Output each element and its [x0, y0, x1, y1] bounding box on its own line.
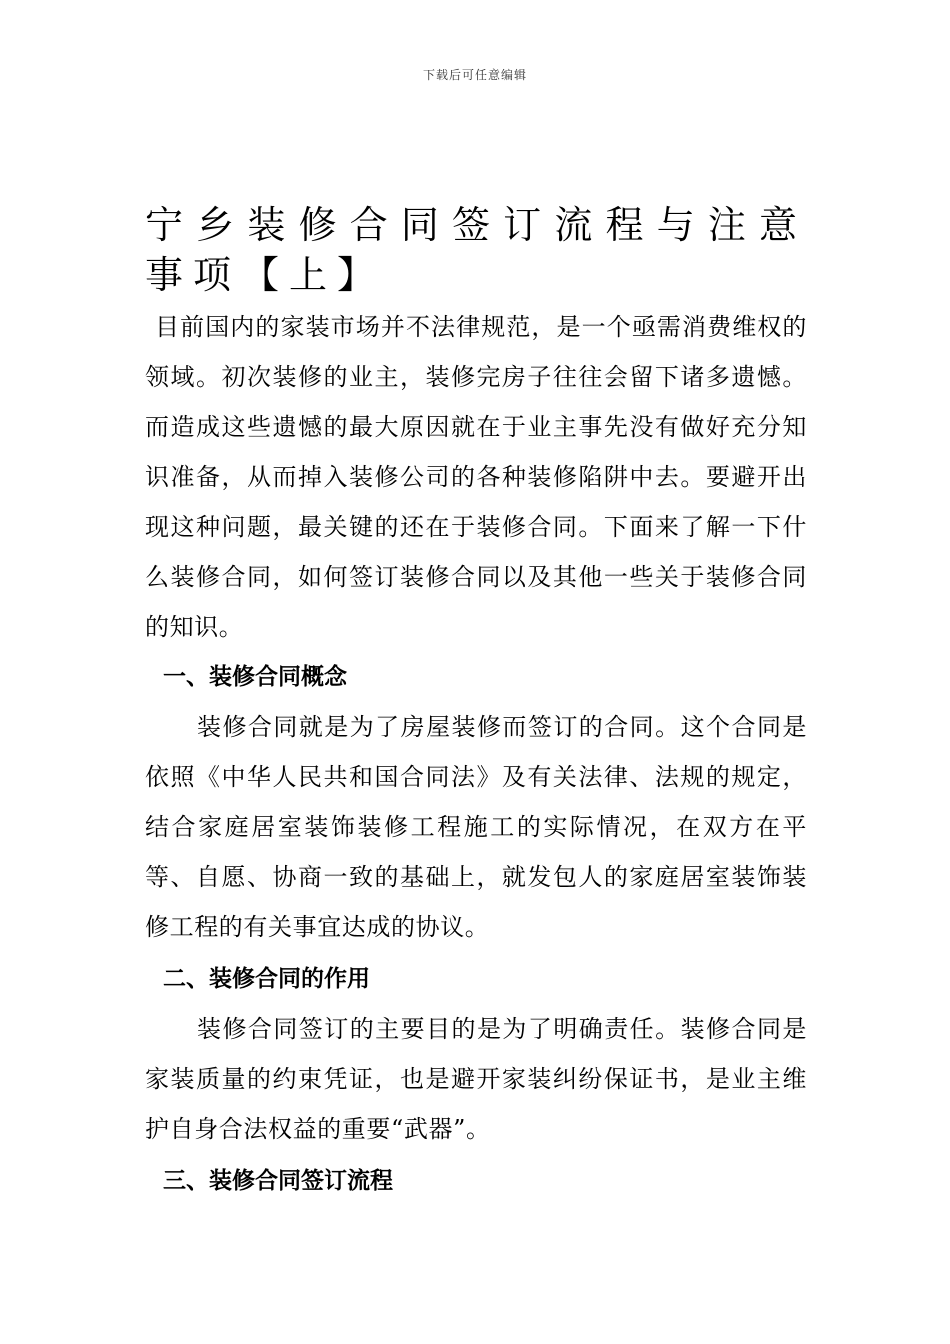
section-heading-concept: 一、装修合同概念: [163, 664, 347, 690]
section-heading-purpose: 二、装修合同的作用: [163, 966, 370, 992]
section-heading-process: 三、装修合同签订流程: [163, 1168, 393, 1194]
document-body: [145, 200, 807, 1206]
page-header-note: 下载后可任意编辑: [422, 68, 527, 82]
section-body-purpose: 装修合同签订的主要目的是为了明确责任。装修合同是家装质量的约束凭证，也是避开家装纠纷保证书，是业主维护自身合法权益的重要“武器”。: [145, 1015, 807, 1143]
intro-paragraph: 目前国内的家装市场并不法律规范，是一个亟需消费维权的领域。初次装修的业主，装修完房子往往会留下诸多遗憾。而造成这些遗憾的最大原因就在于业主事先没有做好充分知识准备，从而掉入装修公司的各种装修陷阱中去。要避开出现这种问题，最关键的还在于装修合同。下面来了解一下什么装修合同，如何签订装修合同以及其他一些关于装修合同的知识。: [145, 313, 807, 641]
document-title: 宁乡装修合同签订流程与注意事项【上】: [145, 203, 807, 297]
section-body-concept: 装修合同就是为了房屋装修而签订的合同。这个合同是依照《中华人民共和国合同法》及有关法律、法规的规定，结合家庭居室装饰装修工程施工的实际情况，在双方在平等、自愿、协商一致的基础上，就发包人的家庭居室装饰装修工程的有关事宜达成的协议。: [145, 713, 807, 941]
